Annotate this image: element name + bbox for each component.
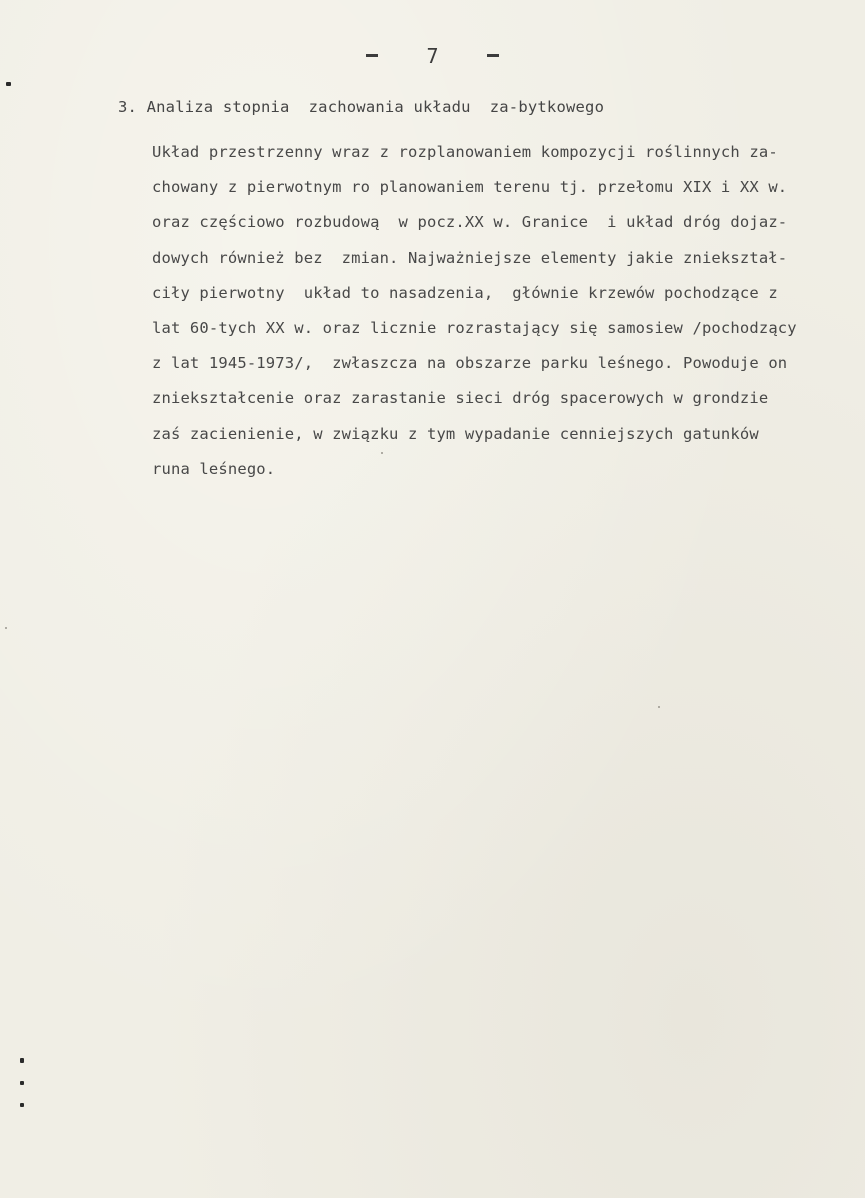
page-number-dash-right <box>487 54 499 57</box>
margin-mark-bottom-3 <box>20 1103 24 1107</box>
body-line: dowych również bez zmian. Najważniejsze elementy jakie zniekształ- <box>152 248 788 267</box>
paper-speck <box>658 706 660 708</box>
section-body <box>152 135 842 487</box>
body-line: zniekształcenie oraz zarastanie sieci dróg spacerowych w grondzie <box>152 389 769 408</box>
page-number-dash-left <box>366 54 378 57</box>
margin-mark-top <box>6 82 11 86</box>
page-number-value: 7 <box>426 44 439 68</box>
page-number <box>0 44 865 68</box>
body-line: oraz częściowo rozbudową w pocz.XX w. Granice i układ dróg dojaz- <box>152 213 788 232</box>
body-line: ciły pierwotny układ to nasadzenia, głównie krzewów pochodzące z <box>152 283 778 302</box>
paper-speck <box>5 627 7 629</box>
paper-speck <box>381 452 383 454</box>
margin-mark-bottom-1 <box>20 1058 24 1063</box>
body-line: z lat 1945-1973/, zwłaszcza na obszarze parku leśnego. Powoduje on <box>152 354 788 373</box>
body-line: runa leśnego. <box>152 459 276 478</box>
body-line: lat 60-tych XX w. oraz licznie rozrastający się samosiew /pochodzący <box>152 319 797 338</box>
margin-mark-bottom-2 <box>20 1081 24 1085</box>
section-heading: 3. Analiza stopnia zachowania układu za-bytkowego <box>118 98 605 116</box>
body-line: zaś zacienienie, w związku z tym wypadanie cenniejszych gatunków <box>152 424 759 443</box>
body-line: chowany z pierwotnym ro planowaniem terenu tj. przełomu XIX i XX w. <box>152 178 788 197</box>
body-line: Układ przestrzenny wraz z rozplanowaniem kompozycji roślinnych za- <box>152 143 778 161</box>
